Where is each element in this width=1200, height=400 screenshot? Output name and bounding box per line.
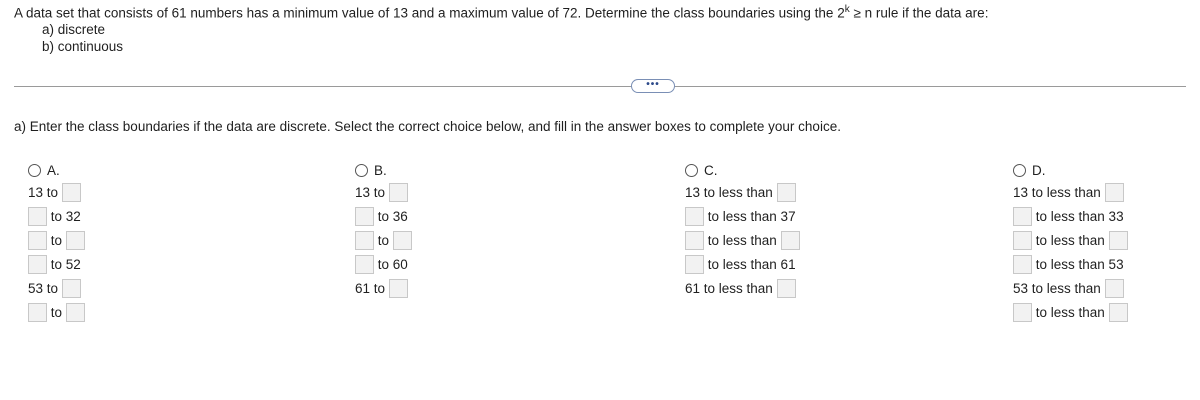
choice-b-row-3-input-end[interactable] <box>393 231 412 250</box>
choice-b-row-4-input[interactable] <box>355 255 374 274</box>
choice-c-row-3-input-start[interactable] <box>685 231 704 250</box>
choice-c-radio[interactable] <box>685 164 698 177</box>
choice-a-radio[interactable] <box>28 164 41 177</box>
choice-c-row-2 <box>685 205 796 226</box>
choice-b-label: B. <box>374 163 387 178</box>
choice-b-row-5 <box>355 277 408 298</box>
choice-d-row-3-text: to less than <box>1035 232 1105 248</box>
part-b-label: b) continuous <box>42 39 124 54</box>
choice-a-row-5-input[interactable] <box>62 279 81 298</box>
choice-d-row-1-input[interactable] <box>1105 183 1124 202</box>
choice-a-row-1-input[interactable] <box>62 183 81 202</box>
choice-b-row-5-text: 61 to <box>355 280 386 296</box>
choice-c-row-1-input[interactable] <box>777 183 796 202</box>
section-divider <box>14 86 1186 87</box>
choice-a-row-3-text: to <box>50 232 63 248</box>
choice-a-row-2-text: to 32 <box>50 208 81 224</box>
choice-d-row-6 <box>1013 301 1128 322</box>
choice-b-row-5-input[interactable] <box>389 279 408 298</box>
choice-d-row-3 <box>1013 229 1128 250</box>
choice-b-row-2-text: to 36 <box>377 208 408 224</box>
choice-a-row-2 <box>28 205 81 226</box>
choice-a-row-5-text: 53 to <box>28 280 59 296</box>
choice-b-row-1-input[interactable] <box>389 183 408 202</box>
choice-d-row-5-input[interactable] <box>1105 279 1124 298</box>
choice-c-row-2-input[interactable] <box>685 207 704 226</box>
choice-a-row-6-input-start[interactable] <box>28 303 47 322</box>
choice-c-row-1-text: 13 to less than <box>685 184 773 200</box>
choice-d-row-4-text: to less than 53 <box>1035 256 1124 272</box>
choice-a-row-3 <box>28 229 85 250</box>
question-text <box>14 4 988 21</box>
choice-c-label: C. <box>704 163 718 178</box>
choice-a-row-1-text: 13 to <box>28 184 59 200</box>
choice-a-row-6-input-end[interactable] <box>66 303 85 322</box>
choice-d-row-1-text: 13 to less than <box>1013 184 1101 200</box>
choice-b-row-3-text: to <box>377 232 390 248</box>
choice-c-row-5 <box>685 277 796 298</box>
choice-d-row-2 <box>1013 205 1124 226</box>
choice-b-row-3-input-start[interactable] <box>355 231 374 250</box>
choice-a-row-4-text: to 52 <box>50 256 81 272</box>
choice-d-label: D. <box>1032 163 1046 178</box>
choice-b-row-4 <box>355 253 408 274</box>
choice-b-row-4-text: to 60 <box>377 256 408 272</box>
choice-b-row-2 <box>355 205 408 226</box>
choice-a-row-1 <box>28 181 81 202</box>
choice-a-row-3-input-end[interactable] <box>66 231 85 250</box>
choice-d-row-6-text: to less than <box>1035 304 1105 320</box>
choice-c-row-3-text: to less than <box>707 232 777 248</box>
choice-d-row-6-input-start[interactable] <box>1013 303 1032 322</box>
choice-d-row-2-text: to less than 33 <box>1035 208 1124 224</box>
exponent-k: k <box>844 4 850 15</box>
question-text-rule: ≥ n rule if the data are: <box>849 5 989 21</box>
choice-d-row-3-input-start[interactable] <box>1013 231 1032 250</box>
choice-d-row-4 <box>1013 253 1124 274</box>
choice-c-row-4 <box>685 253 796 274</box>
choice-d-row-3-input-end[interactable] <box>1109 231 1128 250</box>
choice-d-row-2-input[interactable] <box>1013 207 1032 226</box>
choice-a-row-6-text: to <box>50 304 63 320</box>
question-text-main: A data set that consists of 61 numbers has a minimum value of 13 and a maximum value of 72. Determine the class boundaries using the 2 <box>14 5 845 21</box>
choice-a-row-5 <box>28 277 81 298</box>
choice-c-row-3 <box>685 229 800 250</box>
choice-c-row-2-text: to less than 37 <box>707 208 796 224</box>
choice-a-row-6 <box>28 301 85 322</box>
choice-c-row-3-input-end[interactable] <box>781 231 800 250</box>
choice-b-row-1 <box>355 181 408 202</box>
choice-a-label: A. <box>47 163 60 178</box>
choice-d-row-5 <box>1013 277 1124 298</box>
choice-d-row-6-input-end[interactable] <box>1109 303 1128 322</box>
choice-d-row-5-text: 53 to less than <box>1013 280 1101 296</box>
choice-b-row-1-text: 13 to <box>355 184 386 200</box>
choice-c-row-4-text: to less than 61 <box>707 256 796 272</box>
choice-c-row-5-input[interactable] <box>777 279 796 298</box>
choice-c-row-4-input[interactable] <box>685 255 704 274</box>
choice-a-row-2-input[interactable] <box>28 207 47 226</box>
choice-b-radio[interactable] <box>355 164 368 177</box>
choice-a-row-4 <box>28 253 81 274</box>
choice-d-row-1 <box>1013 181 1124 202</box>
choice-c-row-1 <box>685 181 796 202</box>
instruction-prompt: a) Enter the class boundaries if the data are discrete. Select the correct choice below, and fill in the answer boxes to complete your choice. <box>14 119 841 134</box>
choice-d-radio[interactable] <box>1013 164 1026 177</box>
choice-c-row-5-text: 61 to less than <box>685 280 773 296</box>
choice-a-row-4-input[interactable] <box>28 255 47 274</box>
part-a-label: a) discrete <box>42 22 106 37</box>
choice-d-row-4-input[interactable] <box>1013 255 1032 274</box>
choice-b-row-2-input[interactable] <box>355 207 374 226</box>
more-button[interactable]: ••• <box>631 79 675 93</box>
choice-b-row-3 <box>355 229 412 250</box>
choice-a-row-3-input-start[interactable] <box>28 231 47 250</box>
